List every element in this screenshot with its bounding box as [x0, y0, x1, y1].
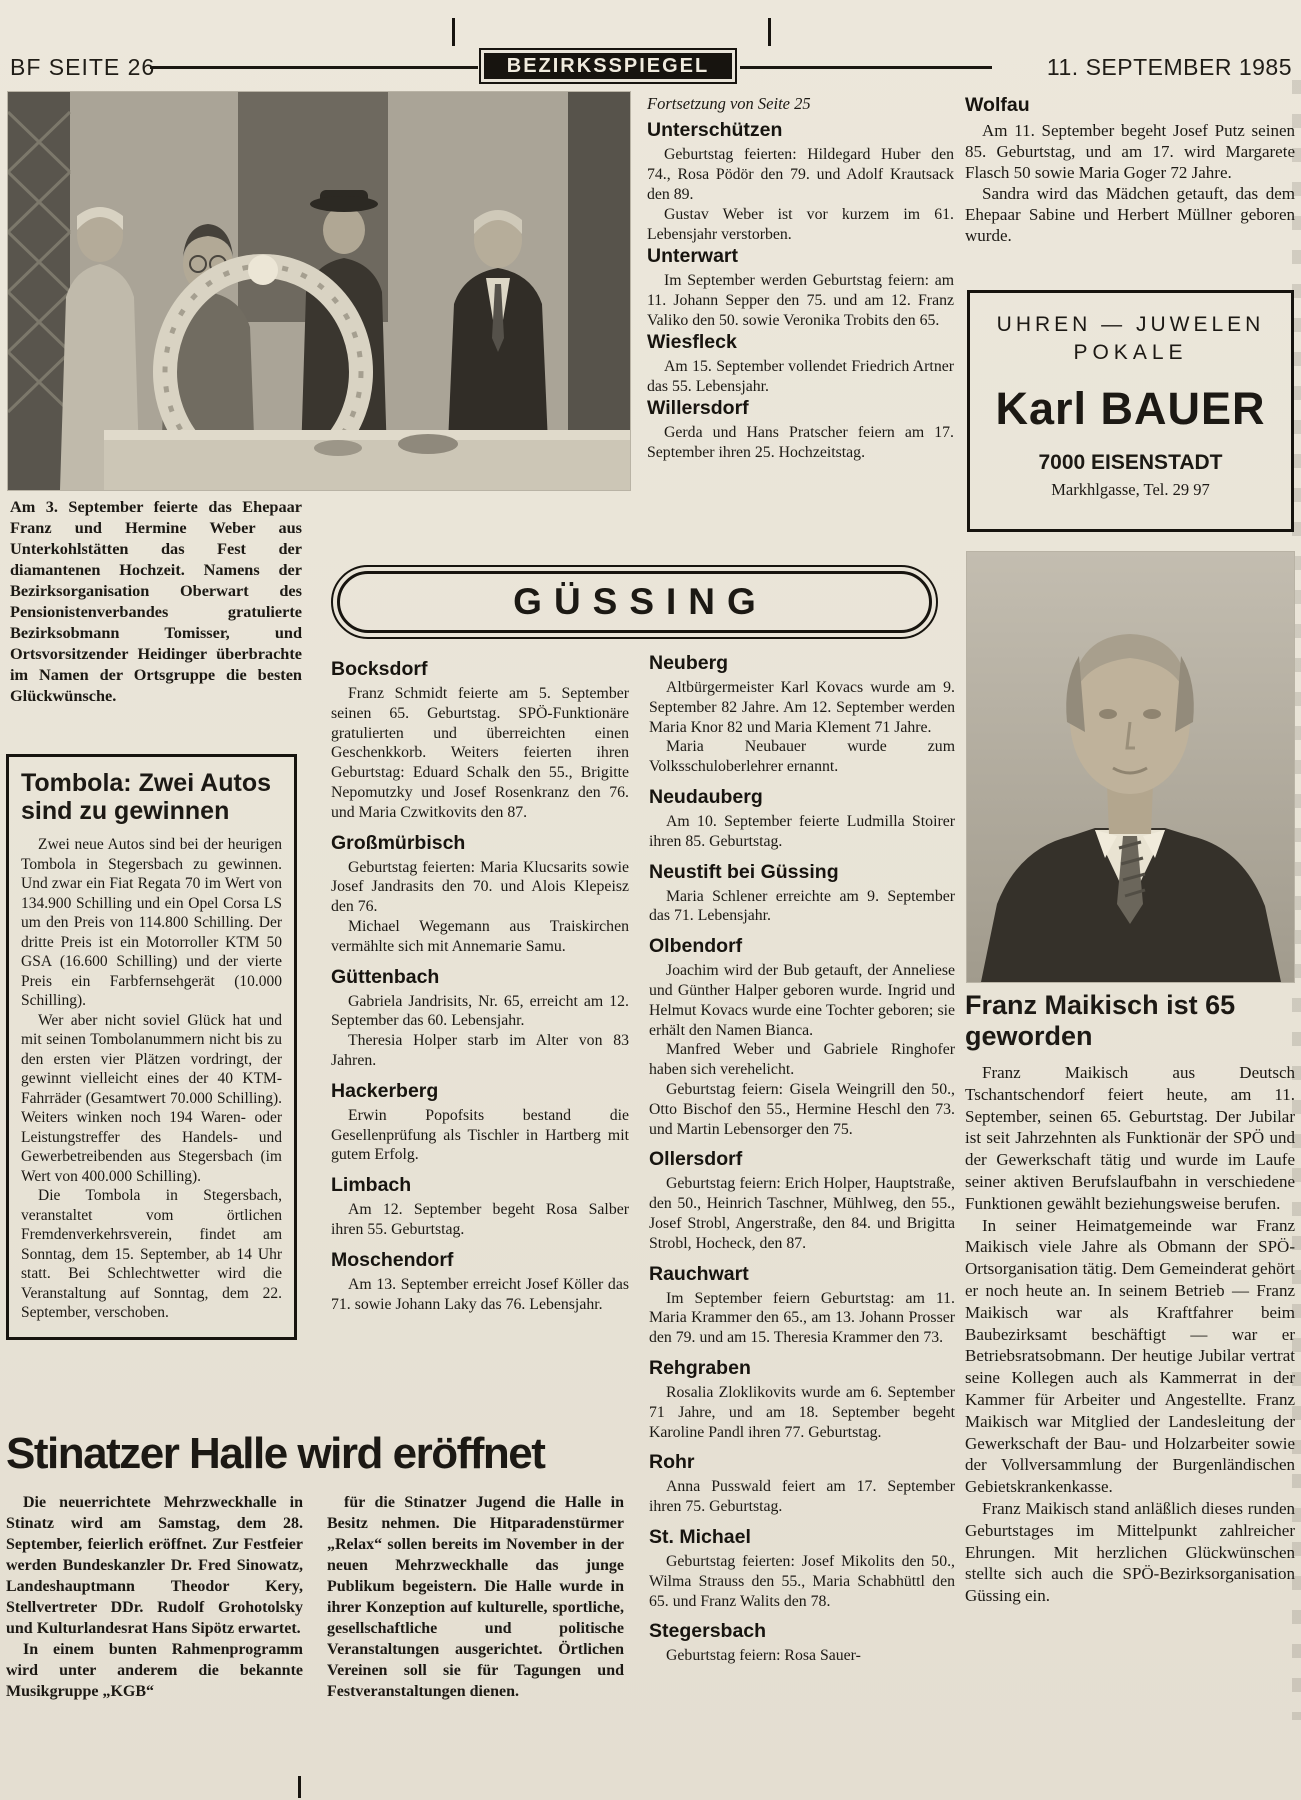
town-heading: Ollersdorf	[649, 1148, 743, 1171]
article-title: Franz Maikisch ist 65 geworden	[965, 990, 1236, 1051]
town-heading: Limbach	[331, 1174, 412, 1197]
town-heading: Neuberg	[649, 652, 729, 674]
article-paragraph: Im September werden Geburtstag feiern: am 11. Johann Sepper den 75. und am 12. Franz Valiko den 50. sowie Veronika Trobits den 65.	[647, 272, 954, 329]
headline: Stinatzer Halle wird eröffnet	[6, 1429, 545, 1478]
maikisch-article	[965, 1062, 1295, 1607]
town-section	[331, 966, 629, 1071]
town-section	[647, 119, 954, 245]
article-paragraph: Erwin Popofsits bestand die Gesellenprüfung als Tischler in Hartberg mit gutem Erfolg.	[331, 1106, 629, 1164]
portrait-photo	[967, 552, 1294, 982]
town-heading: Willersdorf	[647, 397, 749, 419]
town-section	[331, 1174, 629, 1240]
town-heading: Neudauberg	[649, 785, 763, 808]
town-heading: Rauchwart	[649, 1262, 749, 1285]
article-paragraph: Gustav Weber ist vor kurzem im 61. Lebensjahr verstorben.	[647, 206, 954, 243]
ad-city: 7000 EISENSTADT	[1038, 451, 1223, 474]
town-heading: Stegersbach	[649, 1620, 767, 1643]
town-heading: Unterschützen	[647, 119, 783, 141]
wolfau-section	[965, 94, 1295, 246]
town-section	[649, 935, 955, 1139]
section-title: GÜSSING	[513, 581, 768, 622]
guessing-banner-frame	[337, 571, 932, 633]
masthead-title-box	[479, 48, 737, 84]
ad-category-line-2: POKALE	[1073, 341, 1188, 364]
town-heading: Wiesfleck	[647, 331, 737, 353]
issue-date: 11. SEPTEMBER 1985	[1046, 54, 1292, 80]
article-paragraph: Michael Wegemann aus Traiskirchen vermählte sich mit Annemarie Samu.	[331, 917, 629, 955]
article-paragraph: Am 15. September vollendet Friedrich Artner das 55. Lebensjahr.	[647, 358, 954, 395]
town-heading: Moschendorf	[331, 1248, 454, 1271]
article-paragraph: Franz Maikisch aus Deutsch Tschantschendorf feiert heute, am 11. September, seinen 65. Geburtstag. Der Jubilar ist seit Jahrzehnten als Funktionär der SPÖ und der Gewerkschaft tätig und wurde im Laufe seiner aktiven Berufslaufbahn in verschiedene Funktionen gewählt beziehungsweise berufen.	[965, 1063, 1295, 1213]
crop-mark	[452, 18, 455, 46]
article-paragraph: Gerda und Hans Pratscher feiern am 17. September ihren 25. Hochzeitstag.	[647, 424, 954, 461]
article-paragraph: Geburtstag feiern: Rosa Sauer-	[666, 1647, 861, 1665]
article-paragraph: Geburtstag feierten: Josef Mikolits den 50., Wilma Strauss den 55., Maria Schabhüttl den 65. und Franz Walits den 78.	[649, 1552, 955, 1610]
article-paragraph: Maria Neubauer wurde zum Volksschuloberlehrer ernannt.	[649, 738, 955, 776]
town-section	[649, 1526, 955, 1611]
newspaper-section-title: BEZIRKSSPIEGEL	[484, 53, 732, 79]
ad-business-name: Karl BAUER	[995, 383, 1266, 434]
town-heading: Wolfau	[965, 94, 1030, 116]
crop-mark	[768, 18, 771, 46]
article-paragraph: Altbürgermeister Karl Kovacs wurde am 9. September 82 Jahre. Am 12. September werden Maria Knor 82 und Maria Klement 71 Jahre.	[649, 679, 955, 736]
article-paragraph: Franz Maikisch stand anläßlich dieses runden Geburtstages im Mittelpunkt zahlreicher Ehrungen. Mit herzlichen Glückwünschen stellte sich auch die SPÖ-Bezirksorganisation Güssing ein.	[965, 1498, 1295, 1606]
town-section	[649, 1148, 955, 1253]
town-section	[331, 658, 629, 823]
article-paragraph: Zwei neue Autos sind bei der heurigen Tombola in Stegersbach zu gewinnen. Und zwar ein Fiat Regata 70 im Wert von 134.900 Schilling und ein Opel Corsa LS um den Preis von 114.800 Schilling. Der dritte Preis ist ein Motorroller KTM 50 GSA (16.600 Schilling) und der vierte Preis ein Farbfernsehgerät (10.000 Schilling).	[21, 836, 282, 1009]
article-paragraph: Geburtstag feierten: Hildegard Huber den 74., Rosa Pödör den 79. und Adolf Krautsack den 89.	[647, 146, 954, 203]
guessing-section-banner	[331, 565, 938, 639]
town-heading: St. Michael	[649, 1525, 751, 1548]
crop-mark	[298, 1776, 301, 1798]
article-paragraph: Am 10. September feierte Ludmilla Stoirer ihren 85. Geburtstag.	[649, 812, 955, 850]
article-paragraph: Am 13. September erreicht Josef Köller das 71. sowie Johann Laky das 76. Lebensjahr.	[331, 1275, 629, 1313]
article-paragraph: Franz Schmidt feierte am 5. September seinen 65. Geburtstag. SPÖ-Funktionäre gratulierten und überreichten einen Geschenkkorb. Weiters feierten ihren Geburtstag: Eduard Schalk den 55., Brigitte Nepomutzky und Josef Rosenkranz den 76. und Maria Czwitkovits den 87.	[331, 685, 629, 821]
town-heading: Rohr	[649, 1451, 695, 1474]
article-paragraph: Joachim wird der Bub getauft, der Anneliese und Günther Halper geboren wurde. Ingrid und Helmut Kovacs wurde eine Tochter geboren; sie erhält den Namen Bianca.	[649, 962, 955, 1039]
article-paragraph: Geburtstag feiern: Erich Holper, Hauptstraße, den 50., Heinrich Taschner, Mühlweg, den 55., Josef Strobl, Angerstraße, den 84. und Brigitta Strobl, Hocheck, den 87.	[649, 1175, 955, 1252]
article-paragraph: Die neuerrichtete Mehrzweckhalle in Stinatz wird am Samstag, dem 28. September, feierlich eröffnet. Zur Festfeier werden Bundeskanzler Dr. Fred Sinowatz, Landeshauptmann Theodor Kery, Stellvertreter DDr. Rudolf Grohotolsky und Kulturlandesrat Hans Sipötz erwartet.	[6, 1494, 303, 1637]
town-section	[649, 652, 955, 777]
article-title: Tombola: Zwei Autos sind zu gewinnen	[21, 769, 271, 825]
stinatz-article	[6, 1430, 624, 1702]
article-paragraph: Maria Schlener erreichte am 9. September das 71. Lebensjahr.	[649, 887, 955, 925]
guessing-column-left	[331, 658, 629, 1314]
town-section	[649, 1620, 955, 1666]
article-paragraph: für die Stinatzer Jugend die Halle in Besitz nehmen. Die Hitparadenstürmer „Relax“ sollen bereits im November in der neuen Mehrzweckhalle das junge Publikum begeistern. Die Halle wurde in ihrer Konzeption auf kulturelle, sportliche, gesellschaftliche und politische Veranstaltungen ausgerichtet. Örtlichen Vereinen soll sie für Tagungen und Festveranstaltungen dienen.	[327, 1494, 624, 1700]
guessing-column-right	[649, 652, 955, 1666]
town-section	[331, 1080, 629, 1165]
stinatz-column-2	[327, 1492, 624, 1702]
page-number: BF SEITE 26	[10, 54, 156, 80]
article-paragraph: Manfred Weber und Gabriele Ringhofer haben sich verehelicht.	[649, 1041, 955, 1079]
wedding-photo	[8, 92, 630, 490]
town-section	[649, 861, 955, 927]
tombola-article	[6, 754, 297, 1340]
article-paragraph: In einem bunten Rahmenprogramm wird unter anderem die bekannte Musikgruppe „KGB“	[6, 1641, 303, 1700]
town-heading: Rehgraben	[649, 1356, 751, 1379]
wedding-photo-caption: Am 3. September feierte das Ehepaar Franz und Hermine Weber aus Unterkohlstätten das Fest der diamantenen Hochzeit. Namens der Bezirksorganisation Oberwart des Pensionistenverbandes gratulierte Bezirksobmann Tomisser, und Ortsvorsitzender Heidinger überbrachte im Namen der Ortsgruppe die besten Glückwünsche.	[10, 497, 302, 705]
town-section	[649, 1263, 955, 1348]
article-paragraph: In seiner Heimatgemeinde war Franz Maikisch viele Jahre als Obmann der SPÖ-Ortsorganisation tätig. Dem Gemeinderat gehört er noch heute an. In seinem Betrieb — Franz Maikisch war als Kraftfahrer beim Baubezirksamt beschäftigt — war er Betriebsratsobmann. Der heutige Jubilar vertrat seine Kollegen auch als Kammerrat in der Kammer für Arbeiter und Angestellte. Franz Maikisch war Mitglied der Landesleitung der Gewerkschaft der Bau- und Holzarbeiter sowie der Vollversammlung der Burgenländischen Gebietskrankenkasse.	[965, 1215, 1295, 1497]
town-section	[649, 1357, 955, 1442]
article-paragraph: Im September feiern Geburtstag: am 11. Maria Krammer den 65., am 13. Johann Prosser den 79. und am 15. Theresia Krammer den 73.	[649, 1289, 955, 1347]
ad-category-line: UHREN — JUWELEN	[996, 313, 1265, 336]
town-section	[649, 786, 955, 852]
stinatz-column-1	[6, 1492, 303, 1702]
town-heading: Hackerberg	[331, 1079, 439, 1102]
town-heading: Olbendorf	[649, 935, 743, 958]
article-paragraph: Am 12. September begeht Rosa Salber ihren 55. Geburtstag.	[331, 1201, 629, 1238]
continuation-note: Fortsetzung von Seite 25	[647, 94, 811, 113]
article-paragraph: Wer aber nicht soviel Glück hat und mit seinen Tombolanummern nicht bis zu den ersten vier Plätzen vordringt, der gewinnt vielleicht eines der 40 KTM-Fahrräder (Gesamtwert 70.000 Schilling). Weiters winken noch 194 Waren- oder Leistungstreffer des Handels- und Gewerbetreibenden aus Stegersbach (im Wert von 400.000 Schilling).	[21, 1011, 282, 1185]
town-heading: Neustift bei Güssing	[649, 860, 839, 883]
masthead-rule-right	[740, 66, 992, 69]
oberwart-continuation-column	[647, 94, 954, 463]
article-paragraph: Gabriela Jandrisits, Nr. 65, erreicht am 12. September das 60. Lebensjahr.	[331, 992, 629, 1030]
article-paragraph: Rosalia Zloklikovits wurde am 6. September 71 Jahre, und am 18. September begeht Karoline Pandl ihren 77. Geburtstag.	[649, 1383, 955, 1441]
town-section	[649, 1451, 955, 1517]
town-section	[647, 331, 954, 397]
town-section	[647, 397, 954, 463]
town-heading: Güttenbach	[331, 965, 440, 988]
town-section	[331, 1249, 629, 1315]
ad-address: Markhlgasse, Tel. 29 97	[1051, 480, 1210, 499]
jeweler-ad	[967, 290, 1294, 532]
town-heading: Großmürbisch	[331, 831, 466, 854]
article-paragraph: Geburtstag feierten: Maria Klucsarits sowie Josef Jandrasits den 70. und Alois Klepeisz den 76.	[331, 858, 629, 916]
article-paragraph: Anna Pusswald feiert am 17. September ihren 75. Geburtstag.	[649, 1478, 955, 1516]
town-section	[331, 832, 629, 957]
town-heading: Bocksdorf	[331, 658, 428, 680]
article-paragraph: Am 11. September begeht Josef Putz seinen 85. Geburtstag, und am 17. wird Margarete Flasch 50 sowie Maria Goger 72 Jahre.	[965, 121, 1295, 182]
article-paragraph: Geburtstag feiern: Gisela Weingrill den 50., Otto Bischof den 55., Hermine Heschl den 73. und Martin Lebensorger den 75.	[649, 1080, 955, 1138]
town-section	[647, 245, 954, 331]
article-paragraph: Die Tombola in Stegersbach, veranstaltet vom örtlichen Fremdenverkehrsverein, findet am Sonntag, dem 15. September, ab 14 Uhr statt. Bei Schlechtwetter wird die Veranstaltung auf Sonntag, dem 22. September, verschoben.	[21, 1187, 282, 1321]
town-heading: Unterwart	[647, 245, 739, 267]
masthead-rule-left	[150, 66, 478, 69]
article-paragraph: Theresia Holper starb im Alter von 83 Jahren.	[331, 1032, 629, 1069]
article-paragraph: Sandra wird das Mädchen getauft, das dem Ehepaar Sabine und Herbert Müllner geboren wurde.	[965, 184, 1295, 245]
